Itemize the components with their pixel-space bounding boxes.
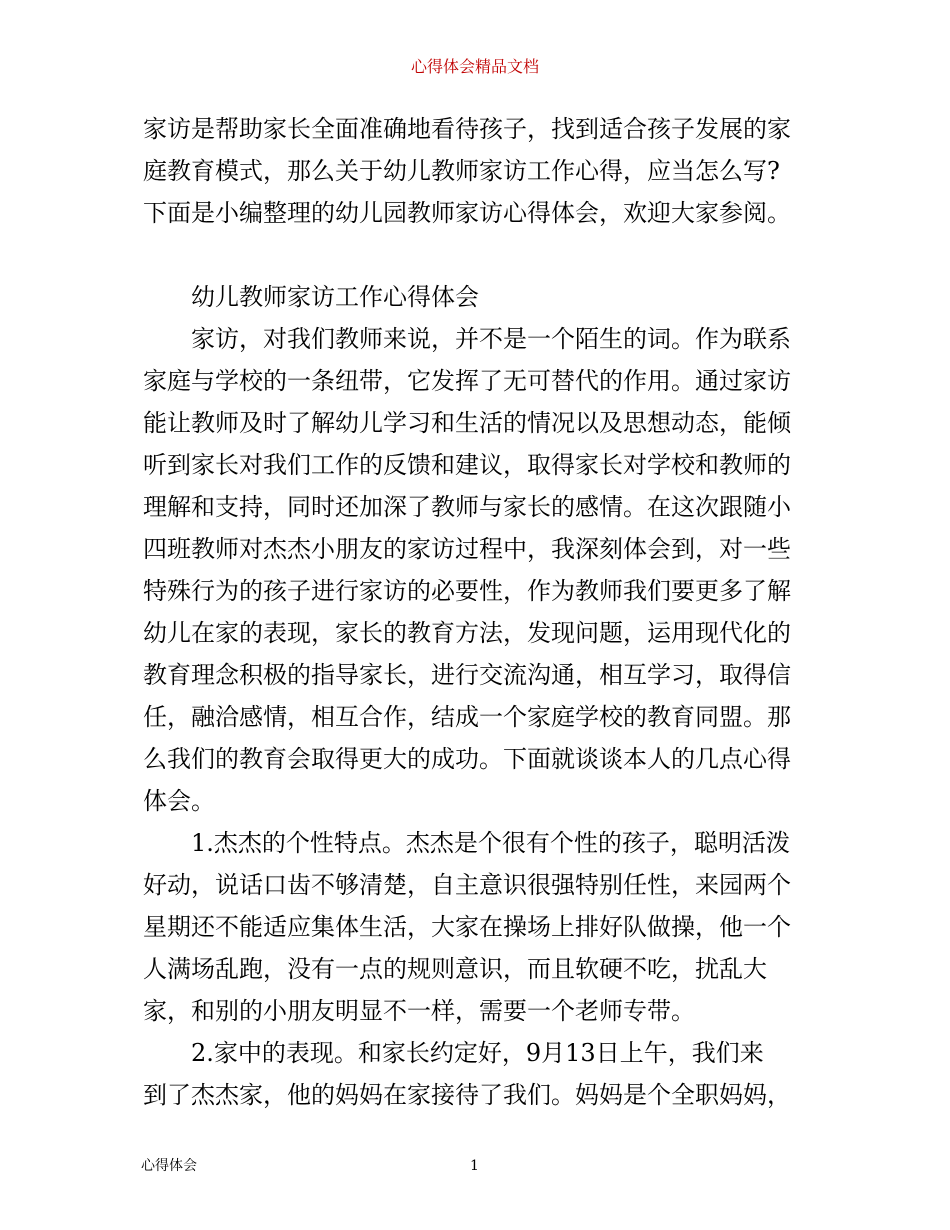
document-body [143,108,815,1116]
body-line: 星期还不能适应集体生活，大家在操场上排好队做操，他一个 [143,913,791,941]
body-line: 好动，说话口齿不够清楚，自主意识很强特别任性，来园两个 [143,871,791,899]
body-line: 2.家中的表现。和家长约定好，9月13日上午，我们来 [143,1039,764,1067]
body-line: 家庭与学校的一条纽带，它发挥了无可替代的作用。通过家访 [143,367,791,395]
body-line: 听到家长对我们工作的反馈和建议，取得家长对学校和教师的 [143,451,791,479]
body-line: 四班教师对杰杰小朋友的家访过程中，我深刻体会到，对一些 [143,535,791,563]
body-line: 幼儿在家的表现，家长的教育方法，发现问题，运用现代化的 [143,619,791,647]
body-line: 体会。 [143,787,215,815]
body-line: 到了杰杰家，他的妈妈在家接待了我们。妈妈是个全职妈妈， [143,1081,791,1109]
body-line: 人满场乱跑，没有一点的规则意识，而且软硬不吃，扰乱大 [143,955,767,983]
body-line: 下面是小编整理的幼儿园教师家访心得体会，欢迎大家参阅。 [143,199,791,227]
body-line: 任，融洽感情，相互合作，结成一个家庭学校的教育同盟。那 [143,703,791,731]
body-line: 理解和支持，同时还加深了教师与家长的感情。在这次跟随小 [143,493,791,521]
footer-label: 心得体会 [141,1158,197,1174]
body-line: 家，和别的小朋友明显不一样，需要一个老师专带。 [143,997,695,1025]
body-line: 1.杰杰的个性特点。杰杰是个很有个性的孩子，聪明活泼 [143,829,790,857]
body-line: 庭教育模式，那么关于幼儿教师家访工作心得，应当怎么写? [143,157,780,185]
body-blank-line [143,234,815,276]
document-header-title: 心得体会精品文档 [410,57,539,76]
body-line: 家访是帮助家长全面准确地看待孩子，找到适合孩子发展的家 [143,115,791,143]
section-heading: 幼儿教师家访工作心得体会 [143,283,479,311]
body-line: 家访，对我们教师来说，并不是一个陌生的词。作为联系 [143,325,791,353]
body-line: 特殊行为的孩子进行家访的必要性，作为教师我们要更多了解 [143,577,791,605]
body-line: 么我们的教育会取得更大的成功。下面就谈谈本人的几点心得 [143,745,791,773]
body-line: 能让教师及时了解幼儿学习和生活的情况以及思想动态，能倾 [143,409,791,437]
page-number: 1 [470,1158,479,1174]
body-line: 教育理念积极的指导家长，进行交流沟通，相互学习，取得信 [143,661,791,689]
